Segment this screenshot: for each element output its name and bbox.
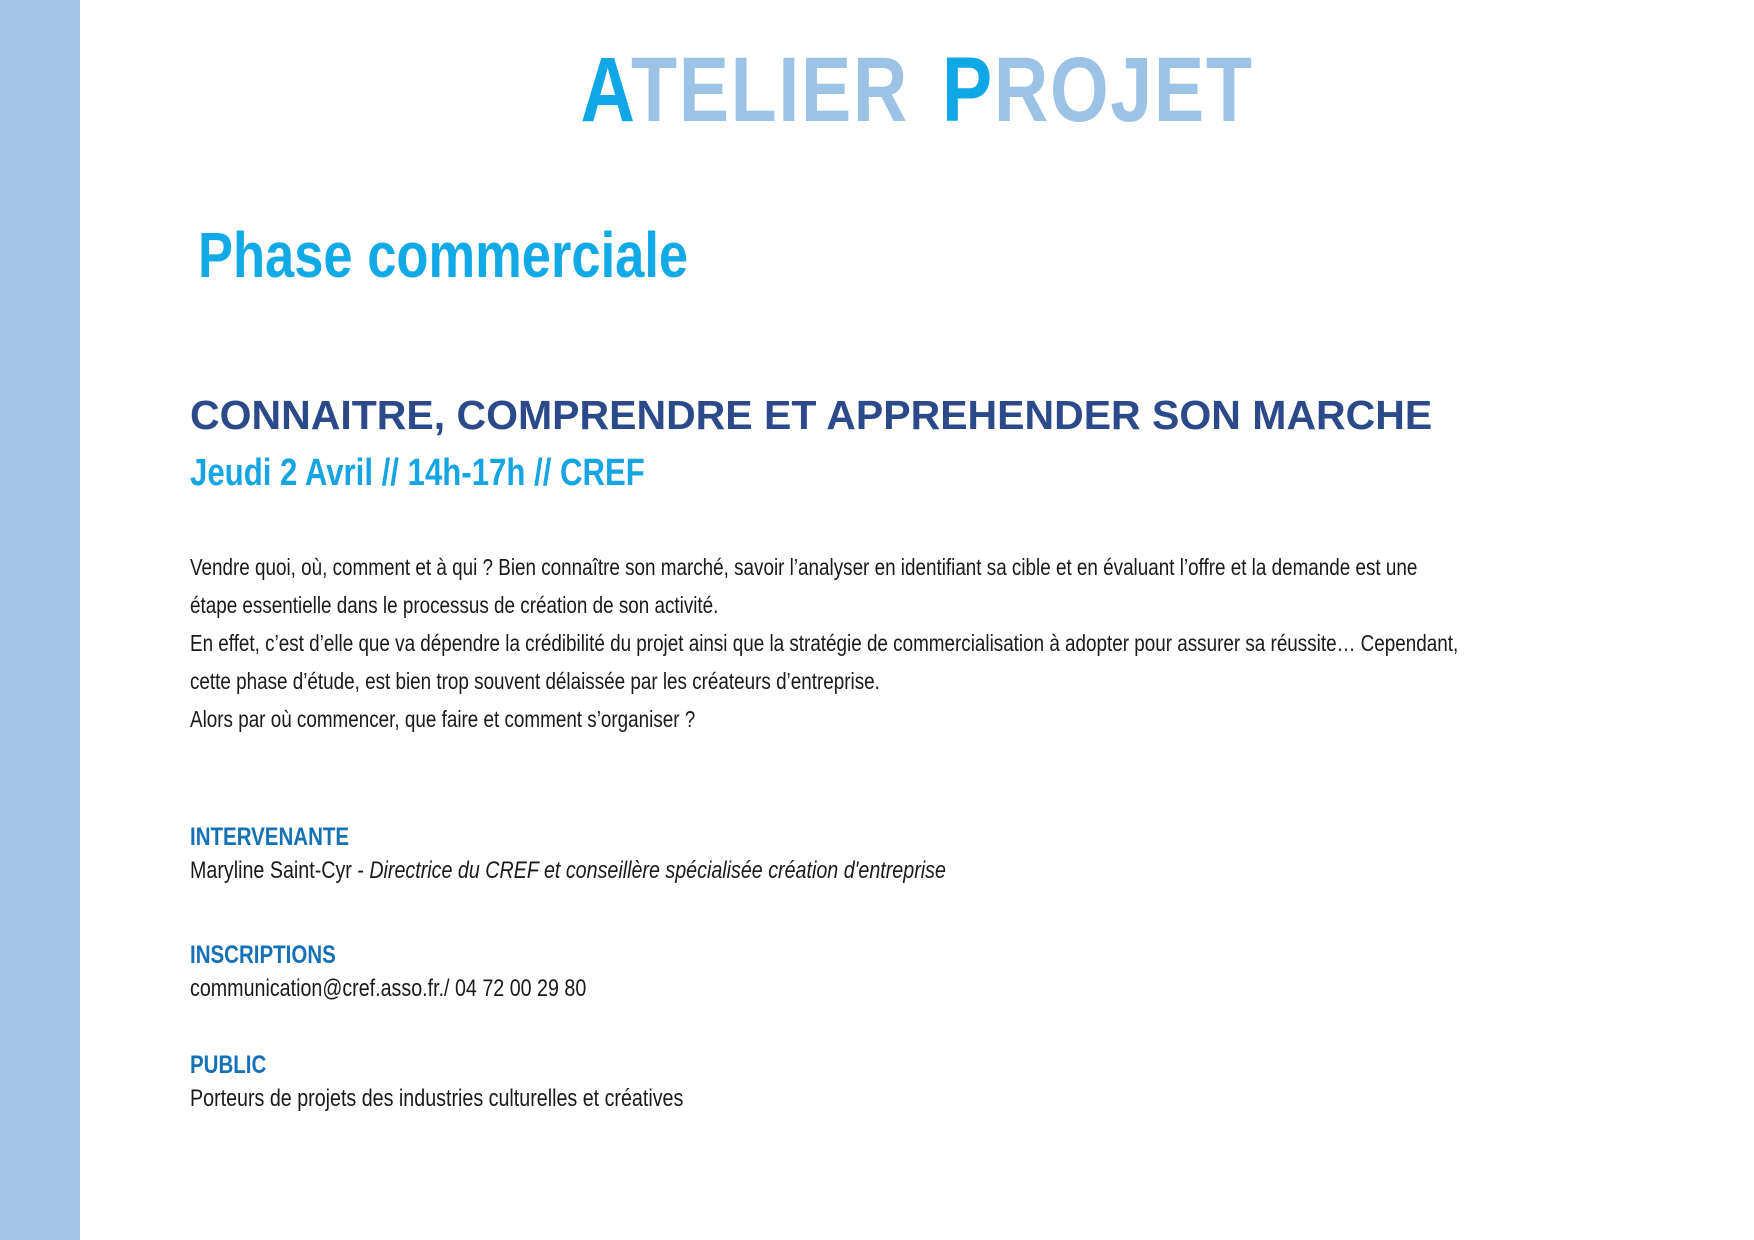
page-title: [231, 38, 1604, 143]
page-subtitle: Phase commerciale: [198, 219, 689, 291]
public-audience: Porteurs de projets des industries culturelles et créatives: [190, 1085, 684, 1112]
body-line: Vendre quoi, où, comment et à qui ? Bien connaître son marché, savoir l’analyser en identifiant sa cible et en évaluant l’offre et la demande est une: [190, 554, 1418, 580]
body-line: Alors par où commencer, que faire et comment s’organiser ?: [190, 706, 696, 732]
inscriptions-block: [190, 938, 586, 1006]
section-heading: CONNAITRE, COMPRENDRE ET APPREHENDER SON MARCHE: [190, 392, 1433, 438]
event-date-line: Jeudi 2 Avril // 14h-17h // CREF: [190, 452, 645, 494]
speaker-value: [190, 854, 946, 888]
body-line: étape essentielle dans le processus de création de son activité.: [190, 592, 719, 618]
speaker-name: Maryline Saint-Cyr -: [190, 857, 370, 884]
body-line: cette phase d’étude, est bien trop souvent délaissée par les créateurs d’entreprise.: [190, 668, 880, 694]
speaker-role: Directrice du CREF et conseillère spécialisée création d'entreprise: [369, 857, 946, 884]
body-line: En effet, c’est d’elle que va dépendre la crédibilité du projet ainsi que la stratégie de commercialisation à adopter pour assurer sa réussite… Cependant,: [190, 630, 1459, 656]
description-body: [190, 548, 1600, 738]
inscriptions-label: INSCRIPTIONS: [190, 941, 336, 969]
title-word-projet: PROJET: [941, 39, 1254, 141]
title-word-atelier: ATELIER: [580, 39, 910, 141]
speaker-label: INTERVENANTE: [190, 823, 350, 851]
side-band: [0, 0, 80, 1240]
public-block: [190, 1048, 683, 1116]
speaker-block: [190, 820, 946, 888]
inscriptions-contact[interactable]: communication@cref.asso.fr./ 04 72 00 29 80: [190, 975, 587, 1002]
public-label: PUBLIC: [190, 1051, 267, 1079]
